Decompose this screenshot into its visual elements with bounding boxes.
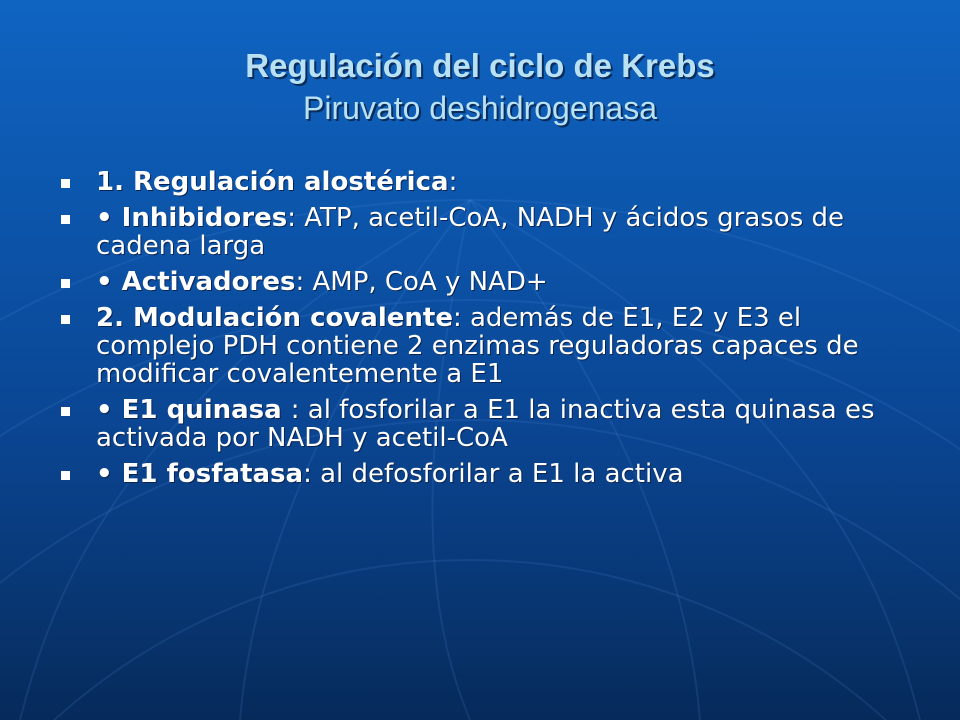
- bullet-text: : ATP, acetil-CoA, NADH y ácidos grasos de cadena larga: [96, 203, 845, 261]
- square-bullet-icon: [61, 407, 70, 416]
- bullet-bold-text: 2. Modulación covalente: [96, 303, 453, 333]
- square-bullet-icon: [61, 471, 70, 480]
- bullet-item-e1-phosphatase: [58, 460, 918, 488]
- square-bullet-icon: [61, 179, 70, 188]
- bullet-item-activators: [58, 268, 918, 296]
- slide-subtitle: Piruvato deshidrogenasa: [302, 90, 657, 126]
- bullet-text: : además de E1, E2 y E3 el complejo PDH contiene 2 enzimas reguladoras capaces de modificar covalentemente a E1: [96, 303, 859, 389]
- bullet-bold-text: • E1 quinasa: [96, 395, 291, 425]
- bullet-list: [58, 168, 918, 496]
- bullet-item-e1-kinase: [58, 396, 918, 452]
- bullet-text: : AMP, CoA y NAD+: [295, 267, 548, 297]
- bullet-bold-text: • Inhibidores: [96, 203, 288, 233]
- bullet-text: :: [448, 167, 458, 197]
- bullet-text: : al fosforilar a E1 la inactiva esta quinasa es activada por NADH y acetil-CoA: [96, 395, 875, 453]
- bullet-item-covalent-modulation: [58, 304, 918, 388]
- bullet-item-allosteric-regulation: [58, 168, 918, 196]
- title-block: [0, 44, 960, 128]
- square-bullet-icon: [61, 315, 70, 324]
- slide-title: Regulación del ciclo de Krebs: [245, 47, 715, 84]
- bullet-text: : al defosforilar a E1 la activa: [303, 459, 684, 489]
- bullet-bold-text: 1. Regulación alostérica: [96, 167, 449, 197]
- bullet-item-inhibitors: [58, 204, 918, 260]
- square-bullet-icon: [61, 215, 70, 224]
- bullet-bold-text: • Activadores: [96, 267, 296, 297]
- square-bullet-icon: [61, 279, 70, 288]
- bullet-bold-text: • E1 fosfatasa: [96, 459, 304, 489]
